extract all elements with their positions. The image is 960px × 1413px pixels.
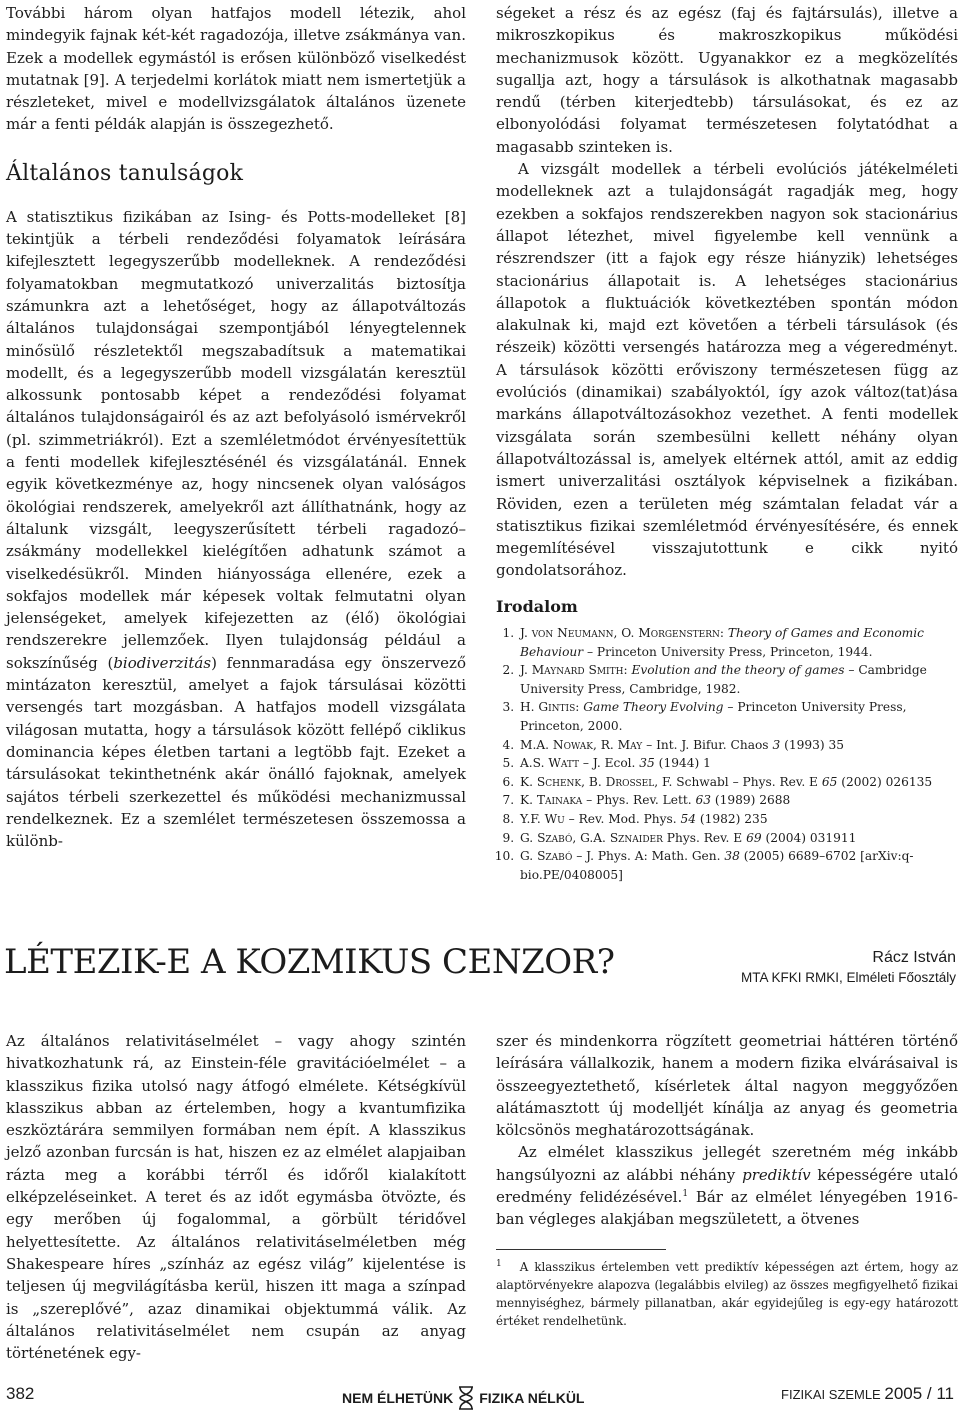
reference-item: 7. K. Tainaka – Phys. Rev. Lett. 63 (1989) 2688 xyxy=(518,791,958,810)
brand-logo xyxy=(342,1386,584,1410)
journal-issue: 2005 / 11 xyxy=(884,1384,954,1403)
reference-item: 8. Y.F. Wu – Rev. Mod. Phys. 54 (1982) 235 xyxy=(518,810,958,829)
paragraph: További három olyan hatfajos modell létezik, ahol mindegyik fajnak két-két ragadozója, illetve zsákmánya van. Ezek a modellek egymástól is erősen különböző viselkedést mutatnak [9]. A terjedelmi korlátok miatt nem ismertetjük a részleteket, mivel e modellvizsgálatok általános üzenete már a fenti példák alapján is összegezhető. xyxy=(6,4,466,134)
reference-item: 4. M.A. Nowak, R. May – Int. J. Bifur. Chaos 3 (1993) 35 xyxy=(518,736,958,755)
references-heading: Irodalom xyxy=(496,596,578,616)
author-affiliation: MTA KFKI RMKI, Elméleti Főosztály xyxy=(740,970,956,985)
emphasis-text: prediktív xyxy=(742,1165,811,1184)
author-block xyxy=(741,948,956,988)
emphasis-text: biodiverzitás xyxy=(113,653,212,672)
reference-list xyxy=(496,624,958,884)
author-name: Rácz István xyxy=(872,949,956,966)
brand-text-left: NEM ÉLHETÜNK xyxy=(342,1390,454,1406)
footnote-divider xyxy=(496,1249,666,1250)
paragraph: ségeket a rész és az egész (faj és fajtársulás), illetve a mikroszkopikus és makroszkopikus működési mechanizmusok között. Ugyanakkor ez a megközelítés sugallja azt, hogy a társulások is alkothatnak magasabb rendű (térben kiterjedtebb) társulásokat, és ez az elbonyolódási folyamat természetesen folytatódhat a magasabb szinteken is. xyxy=(496,4,958,156)
paragraph: Az általános relativitáselmélet – vagy ahogy szintén hivatkozhatunk rá, az Einstein-féle gravitációelmélet – a klasszikus fizika utolsó nagy átfogó elmélete. Kétségkívül klasszikus abban az értelemben, hogy a kvantumfizika eszköztárára semmilyen formában nem épít. A klasszikus jelző azonban furcsán is hat, hiszen ez az elmélet alapjaiban rázta meg a korábbi térről és időről kialakított elképzeléseinket. A teret és az időt egymásba ötvözte, és egy merőben új fogalommal, a görbült téridővel helyettesítette. Az általános relativitáselméletben még Shakespeare híres „színház az egész világ” kijelentése is teljesen új megvilágításba kerül, hiszen itt maga a színpad is „szereplővé”, azaz dinamikai objektummá válik. Az általános relativitáselmélet nem csupán az anyag történetének egy- xyxy=(6,1032,466,1363)
paragraph: Az elmélet klasszikus jellegét szeretném még inkább hangsúlyozni az alábbi néhány prediktív képességére utaló eredmény felidézésével.$^1$ Bár az elmélet lényegében 1916-ban végleges alakjában megszületett, a ötvenes xyxy=(496,1143,958,1229)
section-heading: Általános tanulságok xyxy=(6,160,244,186)
footnote: $^1$ A klasszikus értelemben vett prediktív képességen azt értem, hogy az alaptörvényekre alapozva (legalábbis elvileg) az összes megfigyelhető fizikai mennyiséghez, bármely pillanatban, akár egyidejűleg is egy-egy határozott értéket rendelhetünk. xyxy=(496,1258,958,1328)
left-column-top xyxy=(6,2,466,852)
right-column-bottom xyxy=(496,1030,958,1330)
reference-item: 9. G. Szabó, G.A. Sznaider Phys. Rev. E 69 (2004) 031911 xyxy=(518,829,958,848)
journal-info xyxy=(781,1384,954,1404)
page-footer xyxy=(0,1384,960,1408)
page-number: 382 xyxy=(6,1384,35,1403)
reference-item: 6. K. Schenk, B. Drossel, F. Schwabl – Phys. Rev. E 65 (2002) 026135 xyxy=(518,773,958,792)
paragraph-text: A statisztikus fizikában az Ising- és Potts-modelleket [8] tekintjük a térbeli rendeződési folyamatok leírására kifejlesztett legegyszerűbb modelleknek. A rendeződési folyamatokban megmutatkozó univerzalitás biztosítja számunkra azt a lehetőséget, hogy az állapotváltozás általános tulajdonságai szempontjából lényegtelennek minősülő részletektől megszabadítsuk a matematikai modellt, és a legegyszerűbb modell vizsgálatán keresztül alkossunk pontosabb képet a rendeződési folyamat általános tulajdonságairól és az azt befolyásoló ismérvekről (pl. szimmetriákról). Ezt a szemléletmódot érvényesítettük a fenti modellek kifejlesztésénél és vizsgálatánál. Ennek egyik következménye az, hogy nincsenek olyan valóságos ökológiai rendszerek, amelyekről azt állíthatnánk, hogy az általunk vizsgált, leegyszerűsített térbeli ragadozó–zsákmány modellekkel kielégítően adhatunk számot a viselkedésükről. Minden hiányossága ellenére, ezek a sokfajos modellek már képesek voltak felmutatni olyan jelenségeket, amelyek kifejezetten az (élő) ökológiai rendszerekre jellemzőek. Ilyen tulajdonság például a sokszínűség ( xyxy=(6,207,466,672)
reference-item: 1. J. von Neumann, O. Morgenstern: Theory of Games and Economic Behaviour – Princeton University Press, Princeton, 1944. xyxy=(518,624,958,661)
paragraph-text: ) fennmaradása egy önszervező mintázaton keresztül, amelyet a fajok társulásai közötti versengés tart mozgásban. A hatfajos modell vizsgálata világosan mutatta, hogy a társulások között fellépő ciklikus dominancia képes életben tartani a legtöbb fajt. Ezeket a társulásokat tekinthetnénk akár önálló fajoknak, amelyek sajátos térbeli szerkezettel és működési mechanizmussal rendelkeznek. Ez a szemlélet természetesen összemossa a különb- xyxy=(6,653,466,851)
paragraph: szer és mindenkorra rögzített geometriai háttéren történő leírására vállalkozik, hanem a modern fizika elvárásaival is összeegyeztethető, kísérletek által nagyon meggyőzően alátámasztott új modelljét kínálja az anyag és geometria kölcsönös meghatározottságának. xyxy=(496,1032,958,1140)
reference-item: 10. G. Szabó – J. Phys. A: Math. Gen. 38 (2005) 6689–6702 [arXiv:q-bio.PE/0408005] xyxy=(518,847,958,884)
brand-text-right: FIZIKA NÉLKÜL xyxy=(479,1390,585,1406)
journal-name: FIZIKAI SZEMLE xyxy=(781,1387,881,1402)
hourglass-icon xyxy=(457,1386,475,1410)
left-column-bottom xyxy=(6,1030,466,1364)
paragraph xyxy=(6,206,466,853)
reference-item: 3. H. Gintis: Game Theory Evolving – Princeton University Press, Princeton, 2000. xyxy=(518,698,958,735)
article-title: LÉTEZIK-E A KOZMIKUS CENZOR? xyxy=(4,942,615,982)
reference-item: 5. A.S. Watt – J. Ecol. 35 (1944) 1 xyxy=(518,754,958,773)
right-column-top xyxy=(496,2,958,884)
reference-item: 2. J. Maynard Smith: Evolution and the theory of games – Cambridge University Press, Cambridge, 1982. xyxy=(518,661,958,698)
footnote-mark: 1 xyxy=(496,1258,502,1269)
footnote-reference: 1 xyxy=(682,1189,689,1200)
paragraph: A vizsgált modellek a térbeli evolúciós játékelméleti modelleknek azt a tulajdonságát ragadják meg, hogy ezekben a sokfajos rendszerekben nagyon sok stacionárius állapot létezhet, mivel figyelembe kell vennünk a részrendszer (itt a fajok egy része hiányzik) lehetséges stacionárius állapotait is. A lehetséges stacionárius állapotok a fluktuációk következtében spontán módon alakulnak ki, majd ezt követően a térbeli társulások (és részeik) közötti versengés határozza meg a végeredményt. A társulások közötti erőviszony természetesen függ az evolúciós (dinamikai) szabályoktól, így azok változ(tat)ása markáns állapotváltozásokhoz vezethet. A fenti modellek vizsgálata során szembesülni kellett néhány olyan állapotváltozással is, amelyek eltérnek attól, amit az eddig ismert univerzalitási osztályok képviselnek a fizikában. Röviden, ezen a területen még számtalan feladat vár a statisztikus fizikai szemléletmód érvényesítésére, és ennek megemlítésével visszajutottunk e cikk nyitó gondolatsorához. xyxy=(496,160,958,580)
